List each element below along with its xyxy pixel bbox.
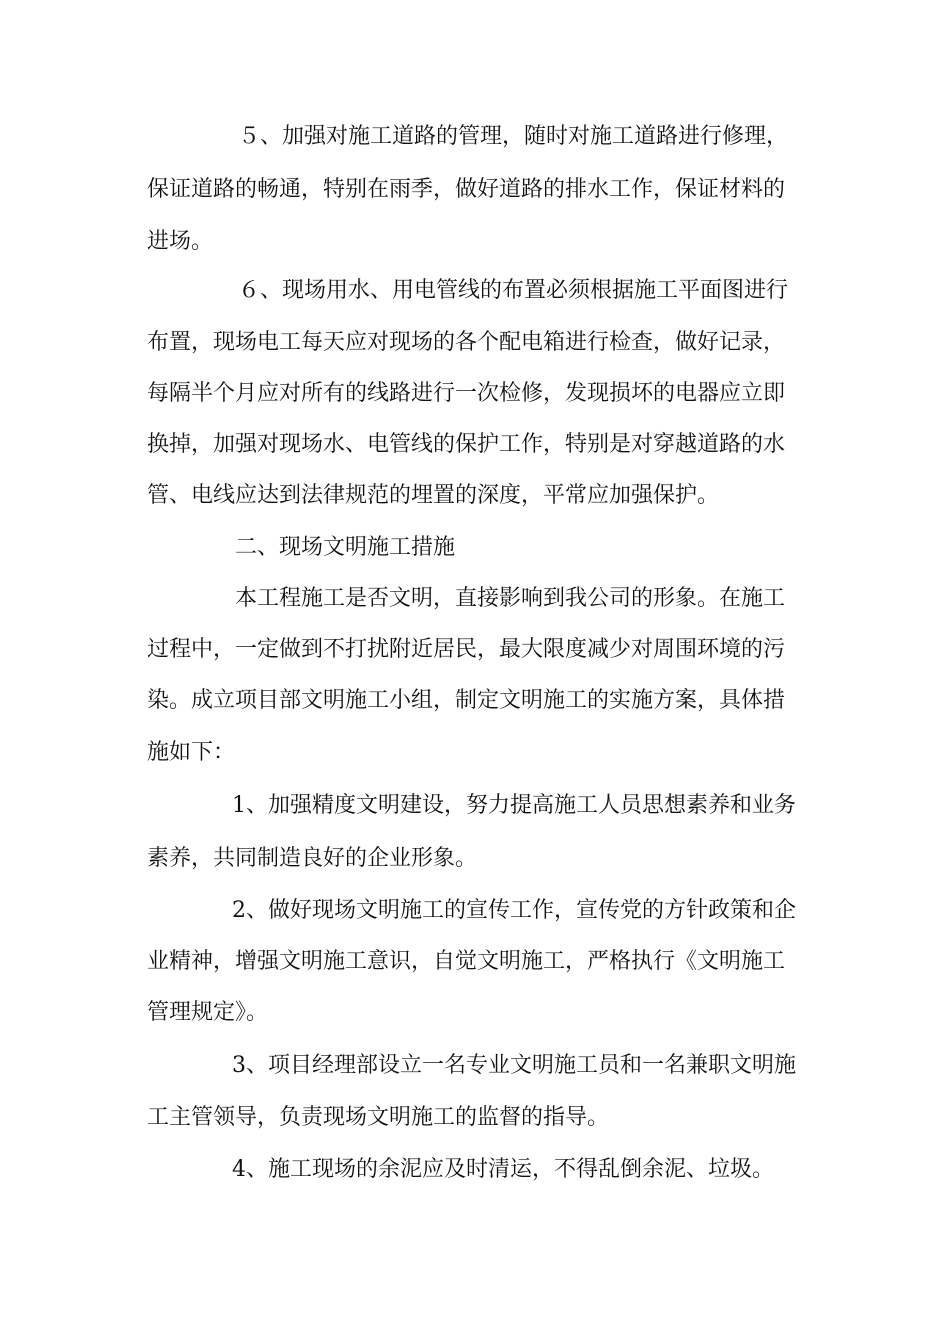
list-item-line: 业精神，增强文明施工意识，自觉文明施工，严格执行《文明施工: [147, 949, 786, 974]
list-item-line: 工主管领导，负责现场文明施工的监督的指导。: [147, 1105, 610, 1130]
paragraph-line: 施如下：: [147, 740, 236, 765]
paragraph-line: ５、加强对施工道路的管理，随时对施工道路进行修理，: [238, 124, 789, 149]
list-item-line: 素养，共同制造良好的企业形象。: [147, 846, 478, 871]
paragraph-line: 每隔半个月应对所有的线路进行一次检修，发现损坏的电器应立即: [147, 381, 786, 406]
paragraph-line: 保证道路的畅通，特别在雨季，做好道路的排水工作，保证材料的: [147, 177, 786, 202]
paragraph-line: ６、现场用水、用电管线的布置必须根据施工平面图进行: [238, 278, 789, 303]
paragraph-line: 染。成立项目部文明施工小组，制定文明施工的实施方案，具体措: [147, 688, 786, 713]
list-item-line: 管理规定》。: [147, 1000, 269, 1025]
list-item-line: 1、加强精度文明建设，努力提高施工人员思想素养和业务: [232, 793, 796, 818]
paragraph-line: 进场。: [147, 229, 214, 254]
list-item-line: 3、项目经理部设立一名专业文明施工员和一名兼职文明施: [232, 1053, 796, 1078]
paragraph-line: 换掉，加强对现场水、电管线的保护工作，特别是对穿越道路的水: [147, 432, 786, 457]
paragraph-line: 过程中，一定做到不打扰附近居民，最大限度减少对周围环境的污: [147, 637, 786, 662]
list-item-line: 2、做好现场文明施工的宣传工作，宣传党的方针政策和企: [232, 898, 796, 923]
list-item-line: 4、施工现场的余泥应及时清运，不得乱倒余泥、垃圾。: [232, 1157, 774, 1182]
paragraph-line: 布置，现场电工每天应对现场的各个配电箱进行检查，做好记录，: [147, 330, 786, 355]
paragraph-line: 本工程施工是否文明，直接影响到我公司的形象。在施工: [235, 586, 786, 611]
paragraph-line: 管、电线应达到法律规范的埋置的深度，平常应加强保护。: [147, 483, 720, 508]
section-heading: 二、现场文明施工措施: [235, 535, 456, 560]
